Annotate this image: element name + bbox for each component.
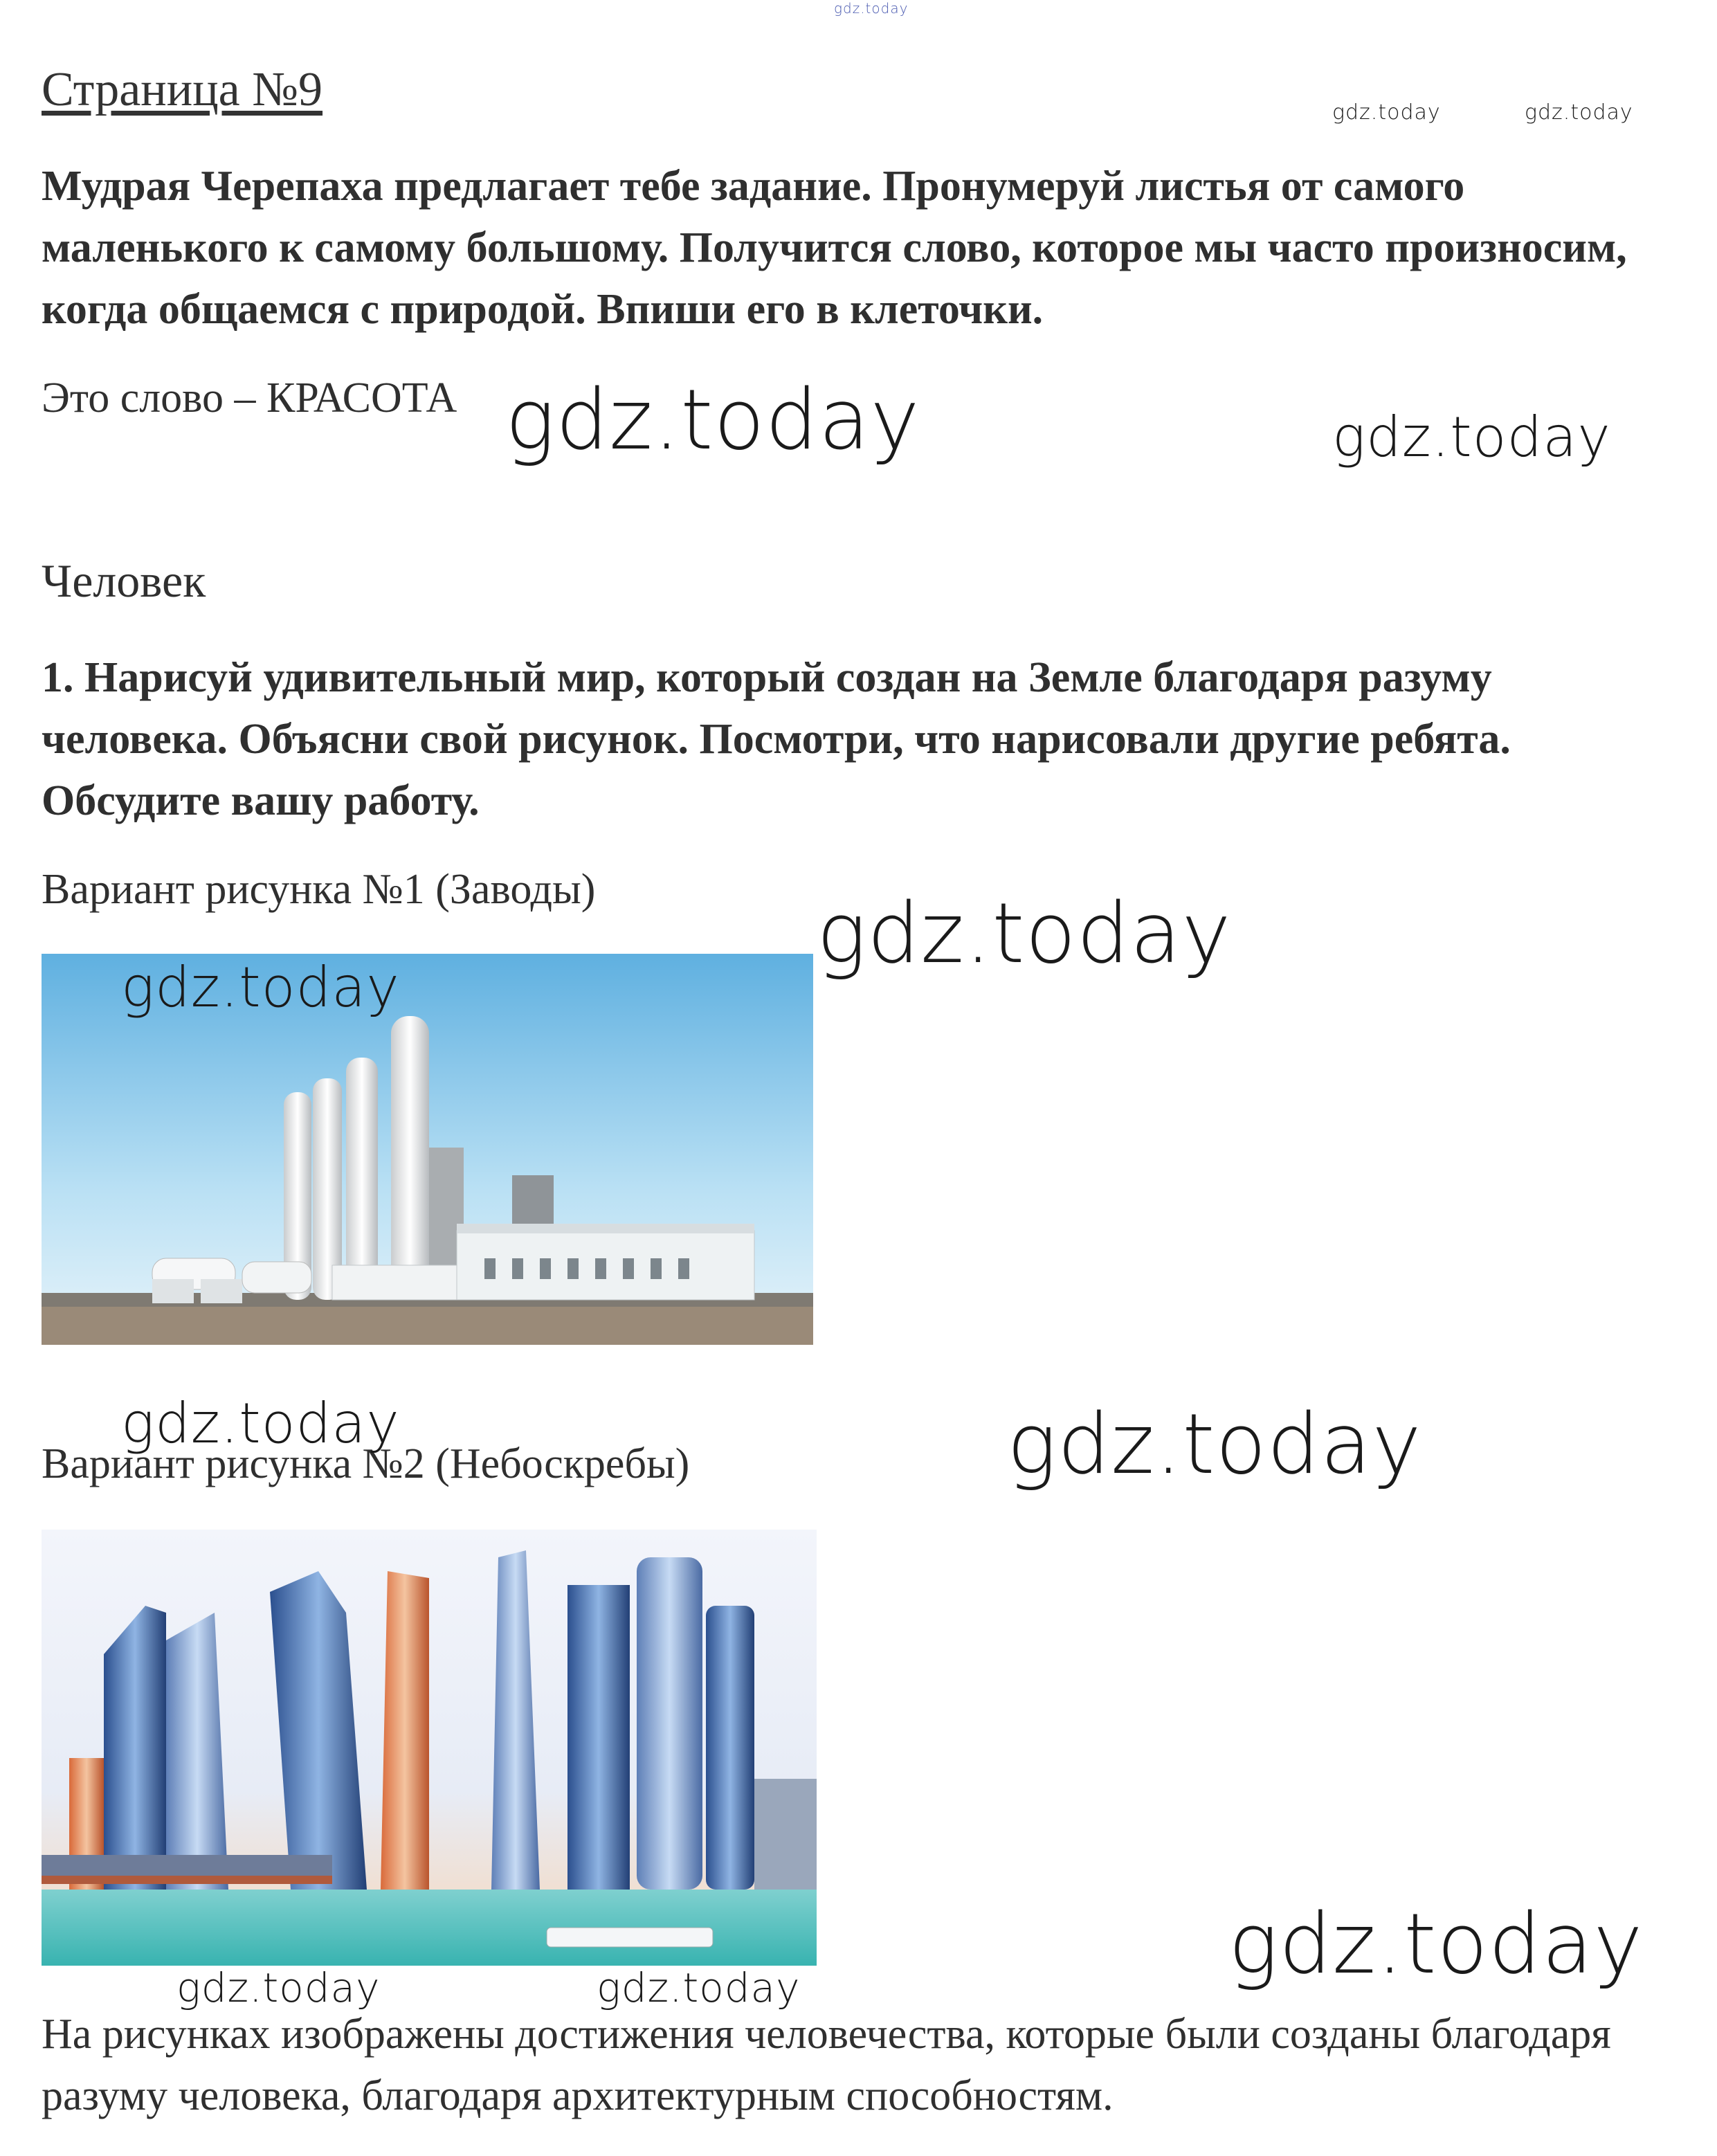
watermark-large-2: gdz.today — [817, 886, 1232, 982]
section-title: Человек — [42, 554, 206, 607]
watermark-large-3: gdz.today — [1007, 1397, 1422, 1493]
page-title[interactable]: Страница №9 — [42, 63, 323, 116]
watermark-large-1: gdz.today — [505, 372, 920, 469]
watermark-under-photo-1: gdz.today — [176, 1964, 381, 2011]
task-turtle-text: Мудрая Черепаха предлагает тебе задание. Пронумеруй листья от самого маленького к самому большому. Получится слово, которое мы часто произносим, когда общаемся с природой. Впиши его в клеточки. — [42, 163, 1627, 333]
variant-1-label: Вариант рисунка №1 (Заводы) — [42, 866, 596, 913]
skyscrapers-photo — [42, 1530, 817, 1966]
skyscrapers-illustration — [42, 1530, 817, 1966]
conclusion-text: На рисунках изображены достижения человечества, которые были созданы благодаря разуму человека, благодаря архитектурным способностям. — [42, 2011, 1611, 2119]
watermark-small-1: gdz.today — [1332, 100, 1441, 125]
task-turtle-answer: Это слово – КРАСОТА — [42, 374, 457, 422]
watermark-medium-1: gdz.today — [1332, 405, 1611, 469]
watermark-small-2: gdz.today — [1525, 100, 1633, 125]
variant-2-label: Вариант рисунка №2 (Небоскребы) — [42, 1440, 690, 1487]
top-watermark: gdz.today — [834, 0, 909, 17]
watermark-under-photo-2: gdz.today — [597, 1964, 801, 2011]
task-1-text: 1. Нарисуй удивительный мир, который создан на Земле благодаря разуму человека. Объясни свой рисунок. Посмотри, что нарисовали другие ребята. Обсудите вашу работу. — [42, 654, 1511, 824]
watermark-over-variant-2: gdz.today — [121, 1391, 400, 1456]
watermark-on-factory: gdz.today — [121, 955, 400, 1020]
watermark-large-4: gdz.today — [1228, 1896, 1644, 1993]
